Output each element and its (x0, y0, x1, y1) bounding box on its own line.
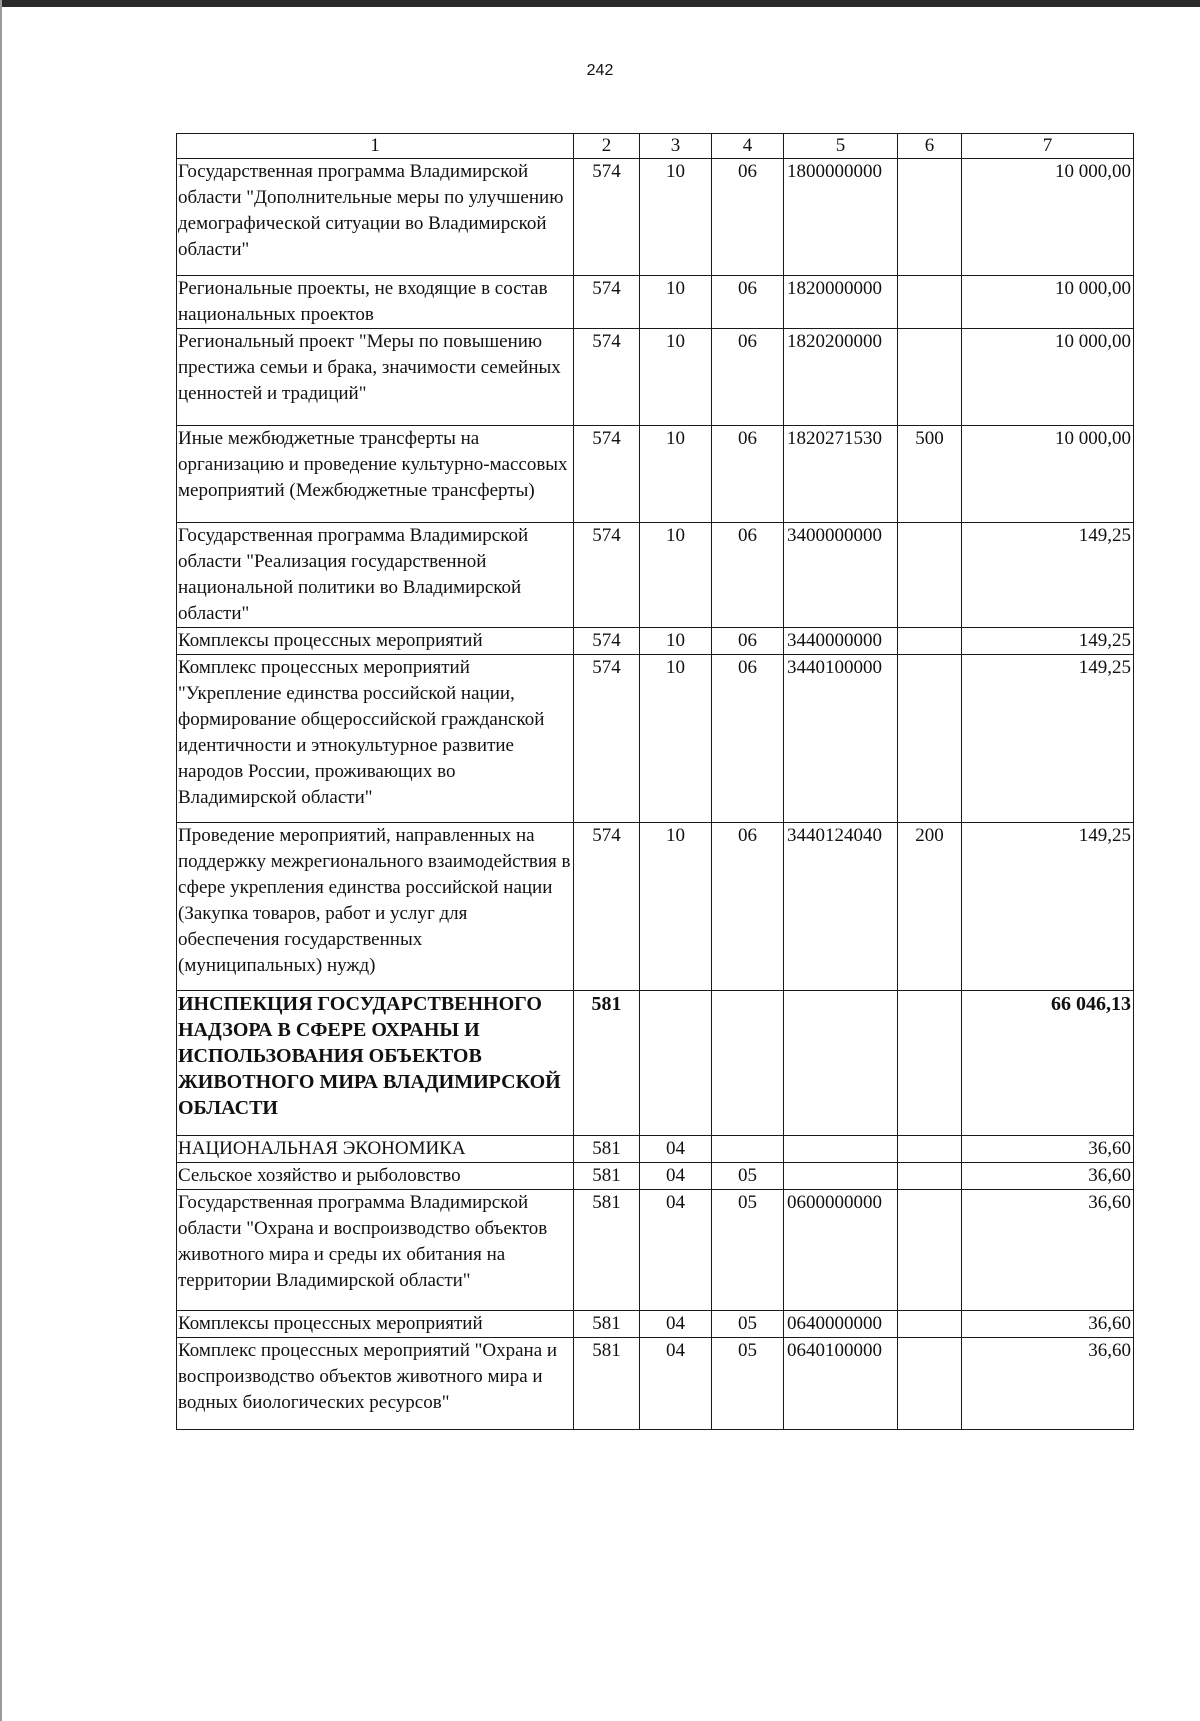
table-row (177, 426, 1134, 523)
row-section-cell: 10 (640, 823, 712, 991)
row-expense-type-cell (898, 1163, 962, 1190)
row-target-article-cell: 0640100000 (784, 1338, 898, 1430)
row-target-article-cell: 1820271530 (784, 426, 898, 523)
row-target-article-cell: 3440124040 (784, 823, 898, 991)
table-body (177, 159, 1134, 1430)
row-name-cell: Государственная программа Владимирской области "Реализация государственной национальной политики во Владимирской области" (177, 523, 574, 628)
row-admin-code-cell: 581 (574, 1311, 640, 1338)
row-subsection-cell: 05 (712, 1311, 784, 1338)
row-amount-cell: 149,25 (962, 523, 1134, 628)
row-target-article-cell: 1800000000 (784, 159, 898, 276)
row-subsection-cell: 06 (712, 655, 784, 823)
row-expense-type-cell (898, 1190, 962, 1311)
row-admin-code-cell: 574 (574, 159, 640, 276)
row-target-article-cell: 3440100000 (784, 655, 898, 823)
row-name-cell: Проведение мероприятий, направленных на поддержку межрегионального взаимодействия в сфере укрепления единства российской нации (Закупка товаров, работ и услуг для обеспечения государственных (муниципальных) нужд) (177, 823, 574, 991)
page-number: 242 (586, 62, 614, 79)
row-section-cell: 04 (640, 1136, 712, 1163)
row-admin-code-cell: 574 (574, 276, 640, 329)
row-expense-type-cell (898, 1136, 962, 1163)
table-row (177, 1311, 1134, 1338)
row-name-cell: НАЦИОНАЛЬНАЯ ЭКОНОМИКА (177, 1136, 574, 1163)
row-expense-type-cell (898, 329, 962, 426)
row-subsection-cell: 05 (712, 1190, 784, 1311)
row-subsection-cell: 06 (712, 329, 784, 426)
row-section-cell: 10 (640, 655, 712, 823)
row-name-cell: Иные межбюджетные трансферты на организацию и проведение культурно-массовых мероприятий (Межбюджетные трансферты) (177, 426, 574, 523)
budget-table (176, 133, 1134, 1430)
row-admin-code-cell: 574 (574, 426, 640, 523)
row-subsection-cell: 06 (712, 523, 784, 628)
row-name-cell: Региональный проект "Меры по повышению престижа семьи и брака, значимости семейных ценностей и традиций" (177, 329, 574, 426)
row-amount-cell: 10 000,00 (962, 329, 1134, 426)
row-amount-cell: 66 046,13 (962, 991, 1134, 1136)
row-expense-type-cell (898, 991, 962, 1136)
row-section-cell: 10 (640, 426, 712, 523)
row-target-article-cell: 3400000000 (784, 523, 898, 628)
row-section-cell: 10 (640, 159, 712, 276)
row-target-article-cell (784, 1163, 898, 1190)
row-subsection-cell: 06 (712, 628, 784, 655)
row-section-cell: 10 (640, 276, 712, 329)
row-target-article-cell: 0640000000 (784, 1311, 898, 1338)
row-admin-code-cell: 581 (574, 1163, 640, 1190)
table-row (177, 523, 1134, 628)
header-cell-5: 5 (784, 134, 898, 159)
row-expense-type-cell (898, 655, 962, 823)
table-row (177, 1136, 1134, 1163)
row-section-cell: 10 (640, 628, 712, 655)
row-amount-cell: 149,25 (962, 655, 1134, 823)
row-amount-cell: 10 000,00 (962, 426, 1134, 523)
row-admin-code-cell: 581 (574, 1338, 640, 1430)
table-row (177, 1190, 1134, 1311)
row-expense-type-cell (898, 1311, 962, 1338)
row-admin-code-cell: 581 (574, 991, 640, 1136)
table-row (177, 1163, 1134, 1190)
row-subsection-cell: 05 (712, 1338, 784, 1430)
row-amount-cell: 10 000,00 (962, 159, 1134, 276)
row-expense-type-cell (898, 1338, 962, 1430)
table-row (177, 823, 1134, 991)
row-amount-cell: 149,25 (962, 628, 1134, 655)
row-name-cell: Региональные проекты, не входящие в состав национальных проектов (177, 276, 574, 329)
header-cell-7: 7 (962, 134, 1134, 159)
row-section-cell: 04 (640, 1163, 712, 1190)
row-section-cell: 10 (640, 523, 712, 628)
row-name-cell: Комплексы процессных мероприятий (177, 1311, 574, 1338)
row-subsection-cell: 06 (712, 823, 784, 991)
row-target-article-cell: 0600000000 (784, 1190, 898, 1311)
row-name-cell: ИНСПЕКЦИЯ ГОСУДАРСТВЕННОГО НАДЗОРА В СФЕРЕ ОХРАНЫ И ИСПОЛЬЗОВАНИЯ ОБЪЕКТОВ ЖИВОТНОГО МИРА ВЛАДИМИРСКОЙ ОБЛАСТИ (177, 991, 574, 1136)
row-expense-type-cell: 500 (898, 426, 962, 523)
row-subsection-cell: 06 (712, 159, 784, 276)
header-cell-3: 3 (640, 134, 712, 159)
row-section-cell: 04 (640, 1338, 712, 1430)
row-amount-cell: 149,25 (962, 823, 1134, 991)
row-admin-code-cell: 574 (574, 628, 640, 655)
row-section-cell: 04 (640, 1311, 712, 1338)
row-name-cell: Государственная программа Владимирской области "Дополнительные меры по улучшению демографической ситуации во Владимирской области" (177, 159, 574, 276)
row-subsection-cell: 06 (712, 426, 784, 523)
row-admin-code-cell: 574 (574, 823, 640, 991)
row-amount-cell: 36,60 (962, 1163, 1134, 1190)
row-target-article-cell (784, 1136, 898, 1163)
row-section-cell: 04 (640, 1190, 712, 1311)
row-target-article-cell: 1820000000 (784, 276, 898, 329)
scan-top-edge (0, 0, 1200, 7)
row-amount-cell: 10 000,00 (962, 276, 1134, 329)
row-admin-code-cell: 574 (574, 523, 640, 628)
row-expense-type-cell (898, 628, 962, 655)
row-name-cell: Комплекс процессных мероприятий "Охрана и воспроизводство объектов животного мира и водных биологических ресурсов" (177, 1338, 574, 1430)
row-admin-code-cell: 581 (574, 1190, 640, 1311)
row-subsection-cell (712, 991, 784, 1136)
row-subsection-cell (712, 1136, 784, 1163)
header-cell-1: 1 (177, 134, 574, 159)
row-admin-code-cell: 574 (574, 329, 640, 426)
row-target-article-cell: 3440000000 (784, 628, 898, 655)
budget-table-sheet (176, 133, 1133, 1430)
row-subsection-cell: 06 (712, 276, 784, 329)
row-name-cell: Комплексы процессных мероприятий (177, 628, 574, 655)
row-admin-code-cell: 574 (574, 655, 640, 823)
row-expense-type-cell (898, 276, 962, 329)
row-subsection-cell: 05 (712, 1163, 784, 1190)
table-row (177, 1338, 1134, 1430)
row-target-article-cell: 1820200000 (784, 329, 898, 426)
row-expense-type-cell (898, 159, 962, 276)
row-name-cell: Государственная программа Владимирской области "Охрана и воспроизводство объектов животного мира и среды их обитания на территории Владимирской области" (177, 1190, 574, 1311)
header-cell-4: 4 (712, 134, 784, 159)
table-row (177, 655, 1134, 823)
table-row (177, 276, 1134, 329)
scan-left-edge (0, 0, 2, 1721)
row-amount-cell: 36,60 (962, 1311, 1134, 1338)
row-expense-type-cell: 200 (898, 823, 962, 991)
row-target-article-cell (784, 991, 898, 1136)
table-row (177, 159, 1134, 276)
row-name-cell: Комплекс процессных мероприятий "Укрепление единства российской нации, формирование общероссийской гражданской идентичности и этнокультурное развитие народов России, проживающих во Владимирской области" (177, 655, 574, 823)
row-admin-code-cell: 581 (574, 1136, 640, 1163)
row-amount-cell: 36,60 (962, 1338, 1134, 1430)
row-section-cell (640, 991, 712, 1136)
table-header-row (177, 134, 1134, 159)
row-amount-cell: 36,60 (962, 1136, 1134, 1163)
table-row (177, 628, 1134, 655)
row-amount-cell: 36,60 (962, 1190, 1134, 1311)
row-section-cell: 10 (640, 329, 712, 426)
row-expense-type-cell (898, 523, 962, 628)
row-name-cell: Сельское хозяйство и рыболовство (177, 1163, 574, 1190)
table-row (177, 991, 1134, 1136)
header-cell-2: 2 (574, 134, 640, 159)
table-row (177, 329, 1134, 426)
header-cell-6: 6 (898, 134, 962, 159)
